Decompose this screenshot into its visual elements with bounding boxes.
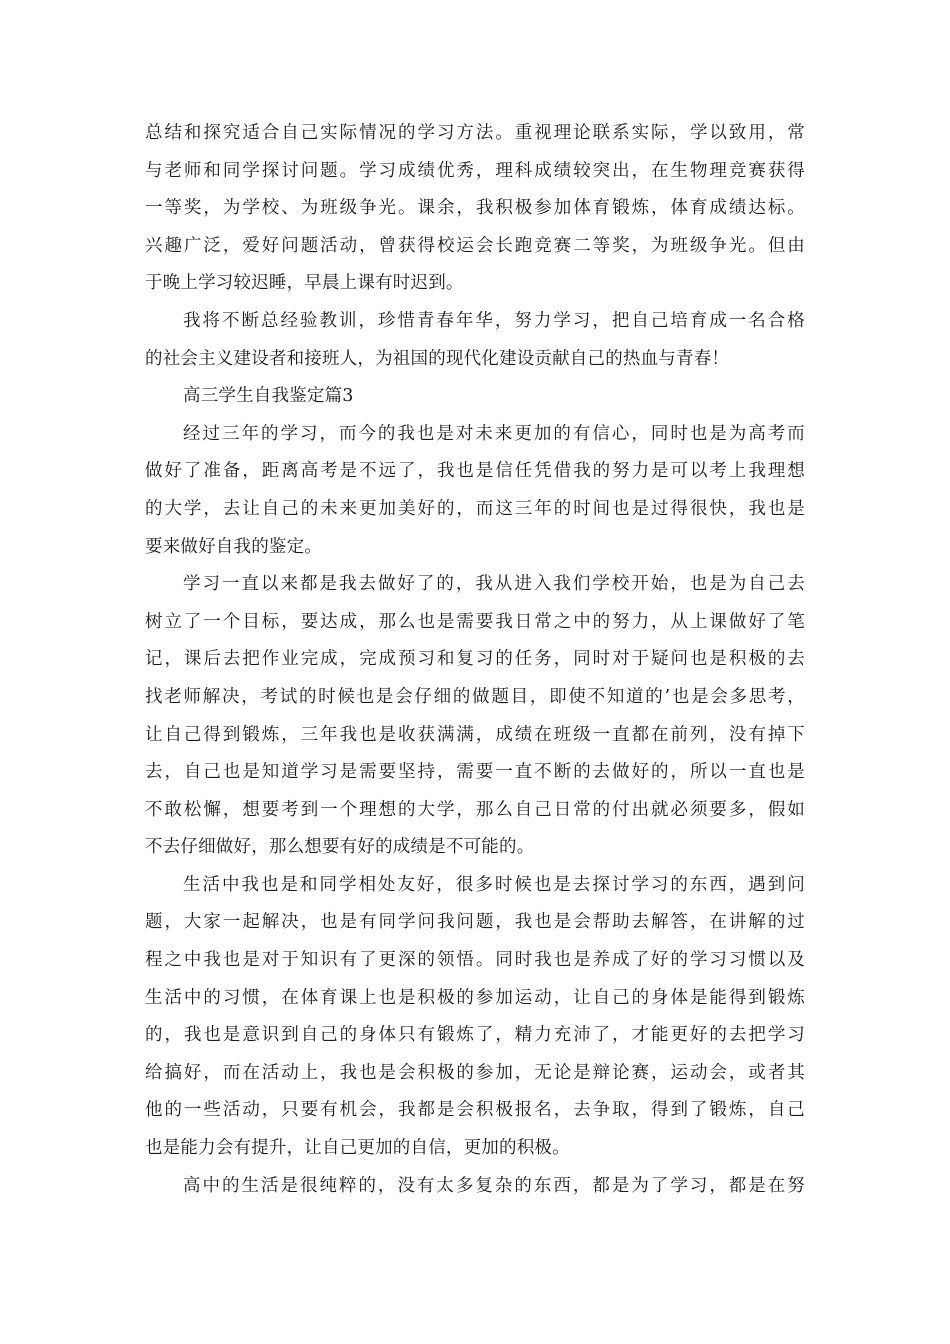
paragraph	[145, 303, 805, 378]
paragraph-line: 的社会主义建设者和接班人，为祖国的现代化建设贡献自己的热血与青春！	[145, 348, 730, 369]
paragraph-line: 也是能力会有提升，让自己更加的自信，更加的积极。	[145, 1138, 570, 1159]
paragraph-line: 的大学，去让自己的未来更加美好的，而这三年的时间也是过得很快，我也是	[145, 498, 805, 519]
heading-text: 高三学生自我鉴定篇3	[183, 386, 354, 407]
paragraph-line: 程之中我也是对于知识有了更深的领悟。同时我也是养成了好的学习习惯以及	[145, 950, 805, 971]
paragraph-line: 题，大家一起解决，也是有同学问我问题，我也是会帮助去解答，在讲解的过	[145, 912, 805, 933]
paragraph-line: 学习一直以来都是我去做好了的，我从进入我们学校开始，也是为自己去	[183, 574, 805, 595]
paragraph-line: 于晚上学习较迟睡，早晨上课有时迟到。	[145, 273, 464, 294]
paragraph-line: 生活中我也是和同学相处友好，很多时候也是去探讨学习的东西，遇到问	[183, 874, 805, 895]
paragraph	[145, 867, 805, 1168]
paragraph-line: 找老师解决，考试的时候也是会仔细的做题目，即使不知道的’也是会多思考，	[145, 686, 805, 707]
paragraph-line: 树立了一个目标，要达成，那么也是需要我日常之中的努力，从上课做好了笔	[145, 611, 805, 632]
paragraph-line: 要来做好自我的鉴定。	[145, 536, 322, 557]
paragraph-line: 记，课后去把作业完成，完成预习和复习的任务，同时对于疑问也是积极的去	[145, 649, 805, 670]
paragraph-line: 生活中的习惯，在体育课上也是积极的参加运动，让自己的身体是能得到锻炼	[145, 987, 805, 1008]
paragraph-line: 做好了准备，距离高考是不远了，我也是信任凭借我的努力是可以考上我理想	[145, 461, 805, 482]
paragraph	[145, 416, 805, 566]
paragraph	[145, 566, 805, 867]
paragraph	[145, 1168, 805, 1206]
paragraph-line: 我将不断总经验教训，珍惜青春年华，努力学习，把自己培育成一名合格	[183, 310, 805, 331]
document-body	[145, 115, 805, 1205]
paragraph-line: 不敢松懈，想要考到一个理想的大学，那么自己日常的付出就必须要多，假如	[145, 799, 805, 820]
paragraph-line: 与老师和同学探讨问题。学习成绩优秀，理科成绩较突出，在生物理竞赛获得	[145, 160, 805, 181]
paragraph-line: 给搞好，而在活动上，我也是会积极的参加，无论是辩论赛，运动会，或者其	[145, 1062, 805, 1083]
paragraph-line: 他的一些活动，只要有机会，我都是会积极报名，去争取，得到了锻炼，自己	[145, 1100, 805, 1121]
paragraph-line: 的，我也是意识到自己的身体只有锻炼了，精力充沛了，才能更好的去把学习	[145, 1025, 805, 1046]
paragraph-line: 总结和探究适合自己实际情况的学习方法。重视理论联系实际，学以致用，常	[145, 123, 805, 143]
paragraph-line: 经过三年的学习，而今的我也是对未来更加的有信心，同时也是为高考而	[183, 423, 805, 444]
section-heading	[145, 378, 805, 416]
paragraph-line: 去，自己也是知道学习是需要坚持，需要一直不断的去做好的，所以一直也是	[145, 762, 805, 783]
paragraph-line: 不去仔细做好，那么想要有好的成绩是不可能的。	[145, 837, 535, 858]
paragraph-line: 一等奖，为学校、为班级争光。课余，我积极参加体育锻炼，体育成绩达标。	[145, 198, 805, 219]
paragraph	[145, 115, 805, 303]
paragraph-line: 兴趣广泛，爱好问题活动，曾获得校运会长跑竞赛二等奖，为班级争光。但由	[145, 235, 805, 256]
paragraph-line: 高中的生活是很纯粹的，没有太多复杂的东西，都是为了学习，都是在努	[183, 1175, 805, 1196]
paragraph-line: 让自己得到锻炼，三年我也是收获满满，成绩在班级一直都在前列，没有掉下	[145, 724, 805, 745]
